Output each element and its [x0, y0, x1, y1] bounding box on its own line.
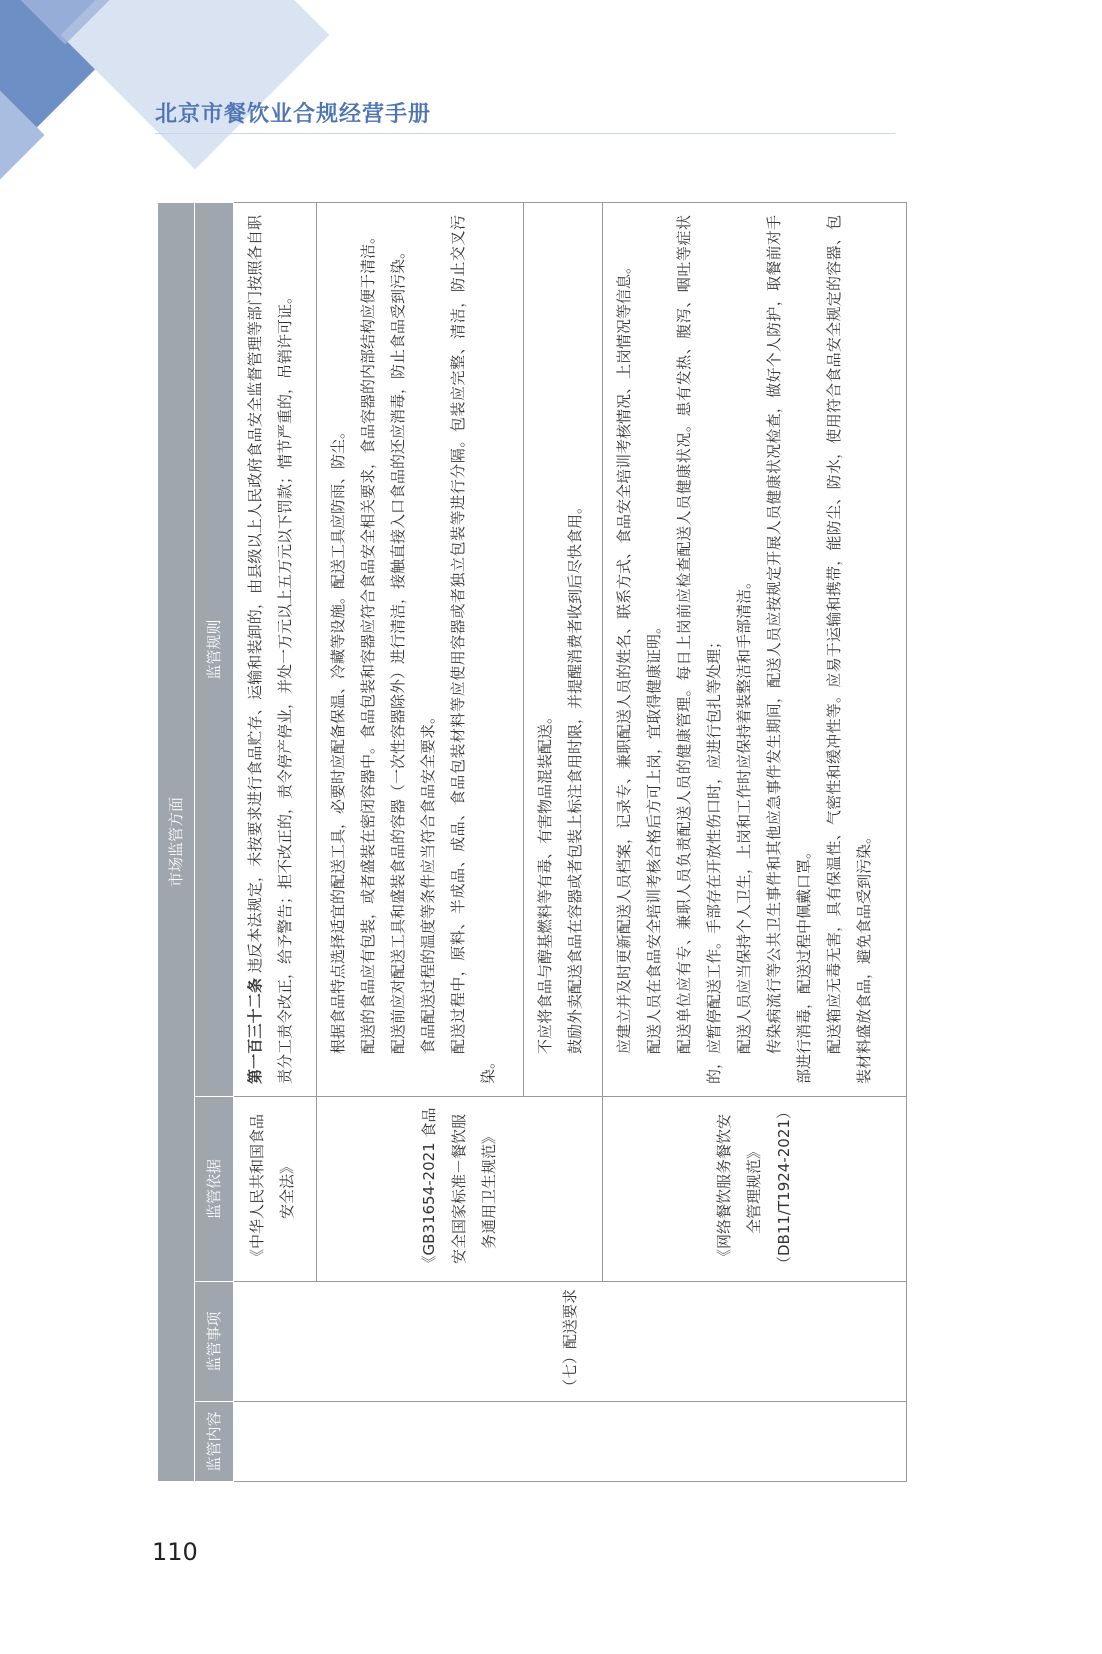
- table-group-header: 市场监管方面: [158, 203, 195, 1482]
- corner-decoration: [61, 0, 330, 169]
- rule-paragraph: 食品配送过程的温度等条件应当符合食品安全要求。: [418, 708, 437, 1054]
- content-cell: [234, 1402, 907, 1482]
- rule-paragraph: 传染病流行等公共卫生事件和其他应急事件发生期间，配送人员应按规定开展人员健康状况检查，做好个人防护，取餐前对手部进行消毒，配送过程中佩戴口罩。: [764, 215, 813, 1084]
- article-number: 第一百三十二条: [246, 977, 264, 1084]
- table-row: [234, 203, 317, 1482]
- header-rule: [155, 133, 895, 134]
- article-text: 违反本法规定，未按要求进行食品贮存、运输和装卸的，由县级以上人民政府食品安全监督管理等部门按照各自职责分工责令改正，给予警告；拒不改正的，责令停产停业，并处一万元以上五万元以下罚款；情节严重的，吊销许可证。: [246, 215, 294, 1084]
- rule-cell: [602, 203, 906, 1097]
- column-header: 监管规则: [195, 203, 234, 1097]
- column-header: 监管内容: [195, 1402, 234, 1482]
- rule-paragraph: 根据食品特点选择适宜的配送工具，必要时应配备保温、冷藏等设施。配送工具应防雨、防尘。: [328, 423, 347, 1054]
- rule-paragraph: 配送箱应无毒无害，具有保温性、气密性和缓冲性等。应易于运输和携带，能防尘、防水，使用符合食品安全规定的容器、包装材料盛放食品，避免食品受到污染。: [824, 215, 873, 1084]
- rule-cell: [234, 203, 317, 1097]
- rule-paragraph: 不应将食品与醇基燃料等有毒、有害物品混装配送。: [536, 708, 555, 1054]
- basis-cell: 《GB31654-2021 食品安全国家标准－餐饮服务通用卫生规范》: [316, 1097, 602, 1282]
- rule-paragraph: [240, 215, 300, 1084]
- rule-paragraph: 应建立并及时更新配送人员档案，记录专、兼职配送人员的姓名、联系方式、食品安全培训考核情况、上岗情况等信息。: [614, 258, 633, 1054]
- rule-paragraph: 配送人员应当保持个人卫生，上岗和工作时应保持着装整洁和手部清洁。: [734, 573, 753, 1054]
- basis-cell: 《中华人民共和国食品安全法》: [234, 1097, 317, 1282]
- rule-cell: [316, 203, 523, 1097]
- rule-paragraph: 配送过程中，原料、半成品、成品、食品包装材料等应使用容器或者独立包装等进行分隔。包装应完整、清洁，防止交叉污染。: [448, 215, 497, 1084]
- page-number: 110: [152, 1538, 198, 1566]
- item-cell: （七）配送要求: [234, 1282, 907, 1402]
- basis-cell: 《网络餐饮服务餐饮安全管理规范》（DB11/T1924-2021）: [602, 1097, 906, 1282]
- rule-paragraph: 配送单位应有专、兼职人员负责配送人员的健康管理。每日上岗前应检查配送人员健康状况。患有发热、腹泻、咽吐等症状的，应暂停配送工作。手部存在开放性伤口时，应进行包扎等处理；: [674, 215, 723, 1084]
- rule-cell: [524, 203, 602, 1097]
- header-title: 北京市餐饮业合规经营手册: [155, 102, 432, 127]
- rule-paragraph: 配送前应对配送工具和盛装食品的容器（一次性容器除外）进行清洁，接触直接入口食品的还应消毒，防止食品受到污染。: [388, 243, 407, 1054]
- regulation-table: [157, 202, 907, 1482]
- rule-paragraph: 配送人员在食品安全培训考核合格后方可上岗，宜取得健康证明。: [644, 618, 663, 1054]
- rule-paragraph: 鼓励外卖配送食品在容器或者包装上标注食用时限，并提醒消费者收到后尽快食用。: [566, 498, 585, 1054]
- column-header: 监管依据: [195, 1097, 234, 1282]
- column-header: 监管事项: [195, 1282, 234, 1402]
- rule-paragraph: 配送的食品应有包装，或者盛装在密闭容器中。食品包装和容器应符合食品安全相关要求，食品容器的内部结构应便于清洁。: [358, 228, 377, 1054]
